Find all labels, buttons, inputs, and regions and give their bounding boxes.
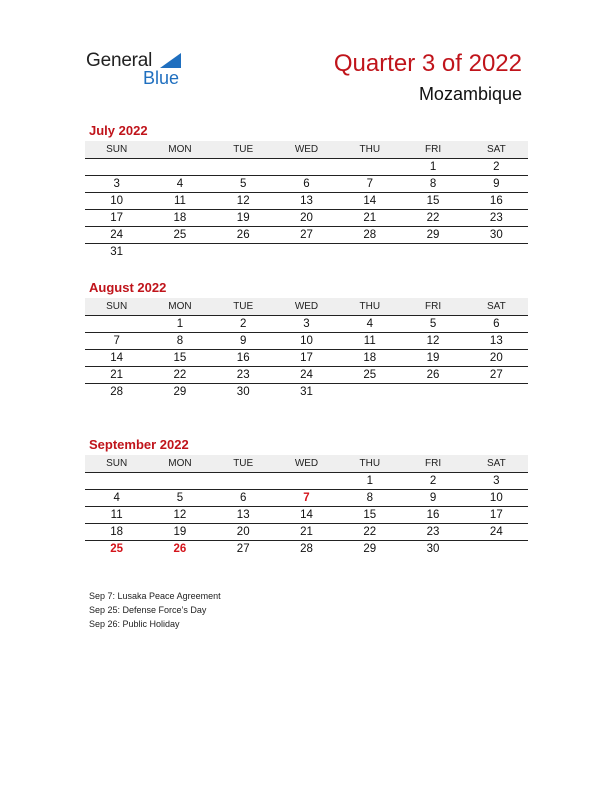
- empty-day-cell: [338, 244, 401, 260]
- holiday-note: Sep 25: Defense Force’s Day: [89, 605, 207, 615]
- month-july: [85, 122, 528, 260]
- day-cell: 14: [110, 352, 124, 364]
- day-cell: 31: [110, 246, 124, 258]
- day-cell: 26: [236, 229, 250, 241]
- empty-day-cell: [148, 473, 211, 489]
- empty-day-cell: [148, 244, 211, 260]
- day-cell: 29: [173, 386, 187, 398]
- day-cell: 5: [176, 492, 184, 504]
- weekday-label: MON: [168, 301, 192, 312]
- logo-text-general: General: [86, 50, 153, 71]
- weekday-header-row: [85, 298, 528, 316]
- day-cell: 2: [240, 318, 247, 330]
- country-name: Mozambique: [418, 84, 522, 104]
- quarter-title: Quarter 3 of 2022: [333, 50, 522, 77]
- holiday-note: Sep 7: Lusaka Peace Agreement: [89, 591, 221, 601]
- day-cell: 7: [113, 335, 120, 347]
- empty-day-cell: [465, 384, 528, 400]
- day-cell: 9: [240, 335, 247, 347]
- weekday-label: TUE: [233, 458, 254, 469]
- day-cell: 16: [489, 195, 503, 207]
- day-cell: 17: [489, 509, 503, 521]
- week-row: [85, 227, 528, 244]
- week-row: [85, 490, 528, 507]
- day-cell: 28: [110, 386, 124, 398]
- day-cell: 6: [303, 178, 310, 190]
- weekday-header-row: [85, 455, 528, 473]
- day-cell: 9: [493, 178, 500, 190]
- day-cell: 20: [489, 352, 503, 364]
- day-cell: 20: [236, 526, 250, 538]
- day-cell: 9: [429, 492, 437, 504]
- day-cell: 10: [110, 195, 124, 207]
- day-cell: 2: [493, 161, 500, 173]
- logo-text-blue: Blue: [143, 68, 180, 88]
- day-cell: 12: [173, 509, 187, 521]
- day-cell: 10: [300, 335, 313, 347]
- day-cell: 5: [429, 318, 437, 330]
- day-cell: 4: [113, 492, 120, 504]
- day-cell: 21: [363, 212, 377, 224]
- empty-day-cell: [212, 244, 275, 260]
- weekday-label: SUN: [106, 301, 128, 312]
- day-cell: 14: [300, 509, 313, 521]
- week-row: [85, 176, 528, 193]
- day-cell: 30: [426, 543, 440, 555]
- day-cell: 3: [303, 318, 310, 330]
- day-cell: 6: [493, 318, 500, 330]
- general-blue-logo: [86, 50, 196, 90]
- empty-day-cell: [338, 384, 401, 400]
- day-cell: 11: [173, 195, 186, 207]
- day-cell: 3: [493, 475, 500, 487]
- day-cell: 1: [176, 318, 184, 330]
- weekday-label: TUE: [233, 144, 254, 155]
- day-cell: 25: [363, 369, 377, 381]
- week-row: [85, 473, 528, 490]
- day-cell: 12: [426, 335, 440, 347]
- holiday-notes: [89, 589, 221, 631]
- weekday-header-row: [85, 141, 528, 159]
- weekday-label: TUE: [233, 301, 254, 312]
- empty-day-cell: [212, 159, 275, 175]
- day-cell: 27: [236, 543, 250, 555]
- week-row: [85, 507, 528, 524]
- week-row: [85, 316, 528, 333]
- day-cell: 13: [236, 509, 250, 521]
- week-row: [85, 210, 528, 227]
- day-cell: 23: [236, 369, 250, 381]
- day-cell: 30: [489, 229, 503, 241]
- day-cell: 15: [363, 509, 377, 521]
- day-cell: 10: [489, 492, 503, 504]
- month-title: September 2022: [89, 437, 189, 452]
- day-cell: 3: [113, 178, 120, 190]
- empty-day-cell: [212, 473, 275, 489]
- day-cell: 26: [426, 369, 440, 381]
- day-cell: 23: [426, 526, 440, 538]
- month-title: July 2022: [89, 123, 148, 138]
- week-row: [85, 333, 528, 350]
- week-row: [85, 244, 528, 260]
- day-cell: 1: [366, 475, 373, 487]
- week-row: [85, 384, 528, 400]
- day-cell: 4: [366, 318, 373, 330]
- day-cell: 24: [300, 369, 313, 381]
- day-cell: 21: [300, 526, 313, 538]
- day-cell: 21: [110, 369, 124, 381]
- day-cell: 19: [236, 212, 250, 224]
- day-cell: 18: [110, 526, 124, 538]
- day-cell: 8: [176, 335, 184, 347]
- day-cell: 24: [110, 229, 124, 241]
- day-cell: 12: [236, 195, 250, 207]
- day-cell: 16: [236, 352, 250, 364]
- day-cell: 25: [110, 543, 124, 555]
- day-cell: 8: [366, 492, 373, 504]
- empty-day-cell: [338, 159, 401, 175]
- empty-day-cell: [85, 473, 148, 489]
- weekday-label: WED: [294, 144, 319, 155]
- day-cell: 22: [426, 212, 440, 224]
- day-cell: 1: [429, 161, 437, 173]
- day-cell: 29: [363, 543, 377, 555]
- day-cell: 20: [300, 212, 313, 224]
- day-cell: 24: [489, 526, 503, 538]
- day-cell: 25: [173, 229, 187, 241]
- day-cell: 13: [300, 195, 313, 207]
- day-cell: 27: [300, 229, 313, 241]
- month-title: August 2022: [89, 280, 167, 295]
- day-cell: 22: [173, 369, 187, 381]
- day-cell: 11: [363, 335, 376, 347]
- empty-day-cell: [275, 159, 338, 175]
- weekday-label: SUN: [106, 458, 128, 469]
- day-cell: 26: [173, 543, 187, 555]
- day-cell: 30: [236, 386, 250, 398]
- week-row: [85, 541, 528, 557]
- month-september: [85, 436, 528, 557]
- day-cell: 19: [426, 352, 440, 364]
- day-cell: 7: [303, 492, 310, 504]
- weekday-label: WED: [294, 458, 319, 469]
- weekday-label: WED: [294, 301, 319, 312]
- day-cell: 29: [426, 229, 440, 241]
- weekday-label: MON: [168, 144, 192, 155]
- month-august: [85, 279, 528, 400]
- day-cell: 17: [300, 352, 313, 364]
- weekday-label: THU: [359, 458, 381, 469]
- day-cell: 8: [429, 178, 437, 190]
- weekday-label: FRI: [424, 301, 442, 312]
- day-cell: 14: [363, 195, 377, 207]
- empty-day-cell: [275, 473, 338, 489]
- day-cell: 2: [429, 475, 437, 487]
- week-row: [85, 350, 528, 367]
- week-row: [85, 524, 528, 541]
- day-cell: 4: [176, 178, 184, 190]
- empty-day-cell: [85, 159, 148, 175]
- weekday-label: FRI: [424, 458, 442, 469]
- day-cell: 15: [173, 352, 187, 364]
- weekday-label: SAT: [486, 301, 506, 312]
- day-cell: 18: [173, 212, 187, 224]
- empty-day-cell: [465, 541, 528, 557]
- weekday-label: SUN: [106, 144, 128, 155]
- weekday-label: FRI: [424, 144, 442, 155]
- day-cell: 11: [110, 509, 123, 521]
- day-cell: 17: [110, 212, 124, 224]
- week-row: [85, 193, 528, 210]
- day-cell: 16: [426, 509, 440, 521]
- empty-day-cell: [148, 159, 211, 175]
- day-cell: 31: [300, 386, 313, 398]
- week-row: [85, 159, 528, 176]
- day-cell: 23: [489, 212, 503, 224]
- week-row: [85, 367, 528, 384]
- weekday-label: SAT: [486, 458, 506, 469]
- weekday-label: MON: [168, 458, 192, 469]
- day-cell: 28: [363, 229, 377, 241]
- day-cell: 19: [173, 526, 187, 538]
- day-cell: 27: [489, 369, 503, 381]
- empty-day-cell: [465, 244, 528, 260]
- day-cell: 7: [366, 178, 373, 190]
- empty-day-cell: [401, 244, 464, 260]
- day-cell: 22: [363, 526, 377, 538]
- day-cell: 13: [489, 335, 503, 347]
- holiday-note: Sep 26: Public Holiday: [89, 619, 180, 629]
- empty-day-cell: [275, 244, 338, 260]
- logo-triangle-icon: [160, 53, 181, 68]
- weekday-label: THU: [359, 301, 381, 312]
- empty-day-cell: [85, 316, 148, 332]
- weekday-label: SAT: [486, 144, 506, 155]
- day-cell: 6: [240, 492, 247, 504]
- day-cell: 28: [300, 543, 313, 555]
- empty-day-cell: [401, 384, 464, 400]
- weekday-label: THU: [359, 144, 381, 155]
- day-cell: 18: [363, 352, 377, 364]
- day-cell: 15: [426, 195, 440, 207]
- day-cell: 5: [240, 178, 247, 190]
